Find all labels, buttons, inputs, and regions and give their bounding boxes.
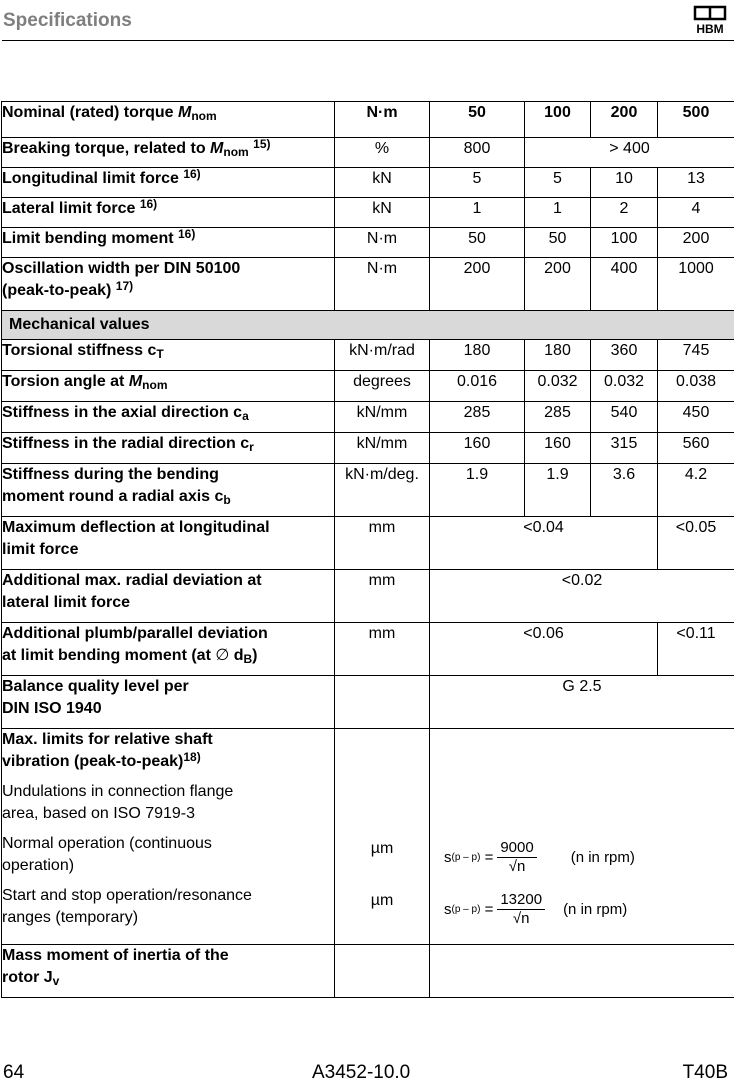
value-cell [430, 945, 734, 998]
row-label: Torsional stiffness $c_T$ [2, 340, 335, 371]
unit-cell: kN [335, 168, 430, 198]
row-label: Additional plumb/parallel deviation at limit bending moment (at ∅ $d_B$) [2, 623, 335, 676]
table-row [2, 138, 734, 168]
value-cell: 500 [658, 102, 734, 138]
value-cell: > 400 [525, 138, 734, 168]
row-label: Limit bending moment $^{16)}$ [2, 228, 335, 258]
page-header-title: Specifications [3, 10, 132, 31]
value-cell: 5 [525, 168, 591, 198]
row-label: Lateral limit force $^{16)}$ [2, 198, 335, 228]
row-label: Torsion angle at $M_{nom}$ [2, 371, 335, 402]
section-row [2, 311, 734, 340]
hbm-logo [692, 4, 728, 36]
row-label: Additional max. radial deviation at lateral limit force [2, 570, 335, 623]
row-label: Stiffness in the radial direction $c_r$ [2, 433, 335, 464]
value-cell: 1000 [658, 258, 734, 311]
value-cell: 1 [430, 198, 525, 228]
table-row [2, 402, 734, 433]
value-cell: 400 [591, 258, 658, 311]
value-cell: 315 [591, 433, 658, 464]
section-heading: Mechanical values [2, 311, 734, 340]
row-label: Stiffness in the axial direction $c_a$ [2, 402, 335, 433]
row-label: Nominal (rated) torque $M_{nom}$ [2, 102, 335, 138]
value-cell: 560 [658, 433, 734, 464]
value-cell: <0.06 [430, 623, 658, 676]
row-label: Breaking torque, related to $M_{nom}$ $^{15)}$ [2, 138, 335, 168]
table-row [2, 570, 734, 623]
diameter-symbol: ∅ [215, 647, 230, 664]
value-cell: 745 [658, 340, 734, 371]
value-cell: 50 [430, 102, 525, 138]
value-cell: 200 [430, 258, 525, 311]
table-row [2, 168, 734, 198]
normal-formula: s (p – p) = $\frac{9000}{√n}$ (n in rpm) [444, 839, 635, 875]
value-cell: 200 [591, 102, 658, 138]
row-label: Balance quality level per DIN ISO 1940 [2, 676, 335, 729]
table-row [2, 676, 734, 729]
value-cell: 1.9 [525, 464, 591, 517]
table-row [2, 464, 734, 517]
unit-cell: mm [335, 570, 430, 623]
value-cell: 100 [525, 102, 591, 138]
unit-cell: mm [335, 623, 430, 676]
unit-cell: kN [335, 198, 430, 228]
value-cell: 0.038 [658, 371, 734, 402]
row-label: Mass moment of inertia of the rotor $J_v$ [2, 945, 335, 998]
value-cell: 160 [430, 433, 525, 464]
logo-text: HBM [696, 22, 724, 36]
unit-cell [335, 676, 430, 729]
unit-cell: degrees [335, 371, 430, 402]
value-cell: 450 [658, 402, 734, 433]
value-cell: 0.016 [430, 371, 525, 402]
table-row [2, 945, 734, 998]
value-cell: <0.05 [658, 517, 734, 570]
value-cell: 4 [658, 198, 734, 228]
value-cell: <0.11 [658, 623, 734, 676]
value-cell: 50 [430, 228, 525, 258]
value-cell: 360 [591, 340, 658, 371]
value-cell: 540 [591, 402, 658, 433]
product-name: T40B [682, 1062, 728, 1083]
value-cell: G 2.5 [430, 676, 734, 729]
value-cell: 4.2 [658, 464, 734, 517]
value-cell: 10 [591, 168, 658, 198]
table-row [2, 258, 734, 311]
table-row [2, 433, 734, 464]
value-cell: 1.9 [430, 464, 525, 517]
row-label: Oscillation width per DIN 50100 (peak-to-peak) $^{17)}$ [2, 258, 335, 311]
unit-cell: kN/mm [335, 433, 430, 464]
table-row [2, 102, 734, 138]
value-cell: 1 [525, 198, 591, 228]
unit-cell: N·m [335, 258, 430, 311]
header-rule [2, 40, 734, 41]
page-number: 64 [3, 1062, 25, 1083]
value-cell: 2 [591, 198, 658, 228]
value-cell: 180 [525, 340, 591, 371]
value-cell: 285 [430, 402, 525, 433]
unit-cell: kN·m/rad [335, 340, 430, 371]
formula-cell [430, 729, 734, 945]
unit-cell: mm [335, 517, 430, 570]
row-label: Max. limits for relative shaft vibration (peak-to-peak)$^{18)}$ Undulations in connection flange area, based on ISO 7919-3 Normal operation (continuous operation) Start and stop operation/resonance ranges (temporary) [2, 729, 335, 945]
unit-cell [335, 945, 430, 998]
value-cell: 5 [430, 168, 525, 198]
value-cell: 50 [525, 228, 591, 258]
table-row [2, 623, 734, 676]
table-row [2, 228, 734, 258]
row-label: Maximum deflection at longitudinal limit force [2, 517, 335, 570]
table-row [2, 198, 734, 228]
start-formula: s (p – p) = $\frac{13200}{√n}$ (n in rpm) [444, 891, 628, 927]
value-cell: 200 [658, 228, 734, 258]
value-cell: 160 [525, 433, 591, 464]
unit-cell: N·m [335, 228, 430, 258]
table-row [2, 729, 734, 945]
value-cell: 3.6 [591, 464, 658, 517]
value-cell: 285 [525, 402, 591, 433]
unit-cell: kN/mm [335, 402, 430, 433]
unit-cell: N·m [335, 102, 430, 138]
unit-cell: % [335, 138, 430, 168]
row-label: Stiffness during the bending moment round a radial axis $c_b$ [2, 464, 335, 517]
value-cell: 200 [525, 258, 591, 311]
value-cell: 800 [430, 138, 525, 168]
value-cell: 13 [658, 168, 734, 198]
unit-cell: kN·m/deg. [335, 464, 430, 517]
value-cell: <0.04 [430, 517, 658, 570]
spec-table [1, 101, 734, 998]
value-cell: 0.032 [591, 371, 658, 402]
value-cell: 180 [430, 340, 525, 371]
value-cell: 0.032 [525, 371, 591, 402]
value-cell: 100 [591, 228, 658, 258]
value-cell: <0.02 [430, 570, 734, 623]
table-row [2, 517, 734, 570]
unit-cell: µm µm [335, 729, 430, 945]
table-row [2, 371, 734, 402]
document-number: A3452-10.0 [312, 1062, 411, 1083]
row-label: Longitudinal limit force $^{16)}$ [2, 168, 335, 198]
table-row [2, 340, 734, 371]
